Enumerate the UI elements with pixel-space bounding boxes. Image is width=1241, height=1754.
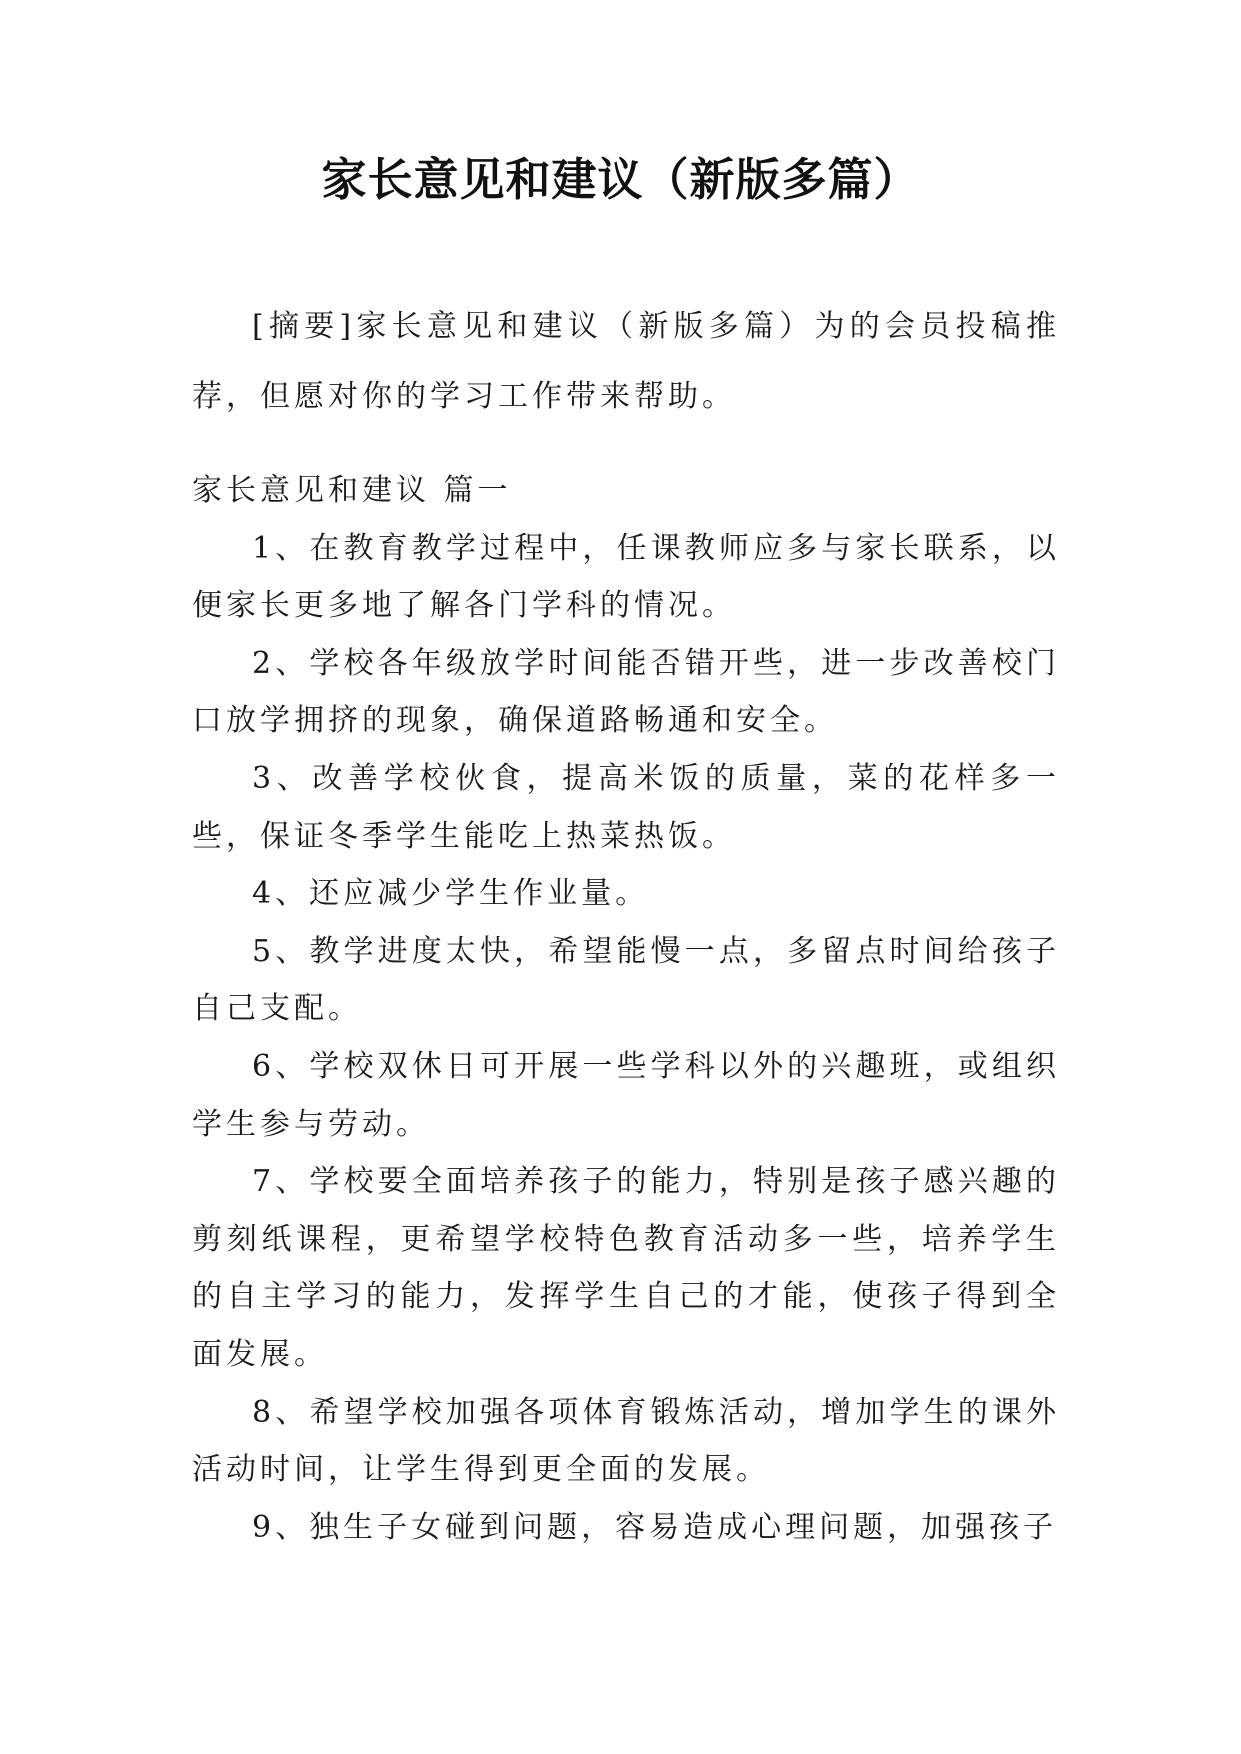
list-item: 1、在教育教学过程中，任课教师应多与家长联系，以便家长更多地了解各门学科的情况。 xyxy=(192,530,1060,624)
list-item: 2、学校各年级放学时间能否错开些，进一步改善校门口放学拥挤的现象，确保道路畅通和安全。 xyxy=(192,645,1060,739)
list-item: 8、希望学校加强各项体育锻炼活动，增加学生的课外活动时间，让学生得到更全面的发展。 xyxy=(192,1394,1060,1488)
list-item: 9、独生子女碰到问题，容易造成心理问题，加强孩子 xyxy=(252,1509,1058,1545)
document-title: 家长意见和建议（新版多篇） xyxy=(321,153,920,206)
content-block xyxy=(192,462,1060,1556)
list-item: 6、学校双休日可开展一些学科以外的兴趣班，或组织学生参与劳动。 xyxy=(192,1048,1060,1142)
abstract-block xyxy=(192,292,1060,432)
list-item: 3、改善学校伙食，提高米饭的质量，菜的花样多一些，保证冬季学生能吃上热菜热饭。 xyxy=(192,760,1060,854)
list-item: 7、学校要全面培养孩子的能力，特别是孩子感兴趣的剪刻纸课程，更希望学校特色教育活动多一些，培养学生的自主学习的能力，发挥学生自己的才能，使孩子得到全面发展。 xyxy=(192,1164,1060,1372)
list-item: 4、还应减少学生作业量。 xyxy=(252,876,650,912)
abstract-paragraph: [摘要]家长意见和建议（新版多篇）为的会员投稿推荐，但愿对你的学习工作带来帮助。 xyxy=(192,309,1060,414)
section-heading: 家长意见和建议 篇一 xyxy=(192,473,512,508)
list-item: 5、教学进度太快，希望能慢一点，多留点时间给孩子自己支配。 xyxy=(192,933,1060,1027)
